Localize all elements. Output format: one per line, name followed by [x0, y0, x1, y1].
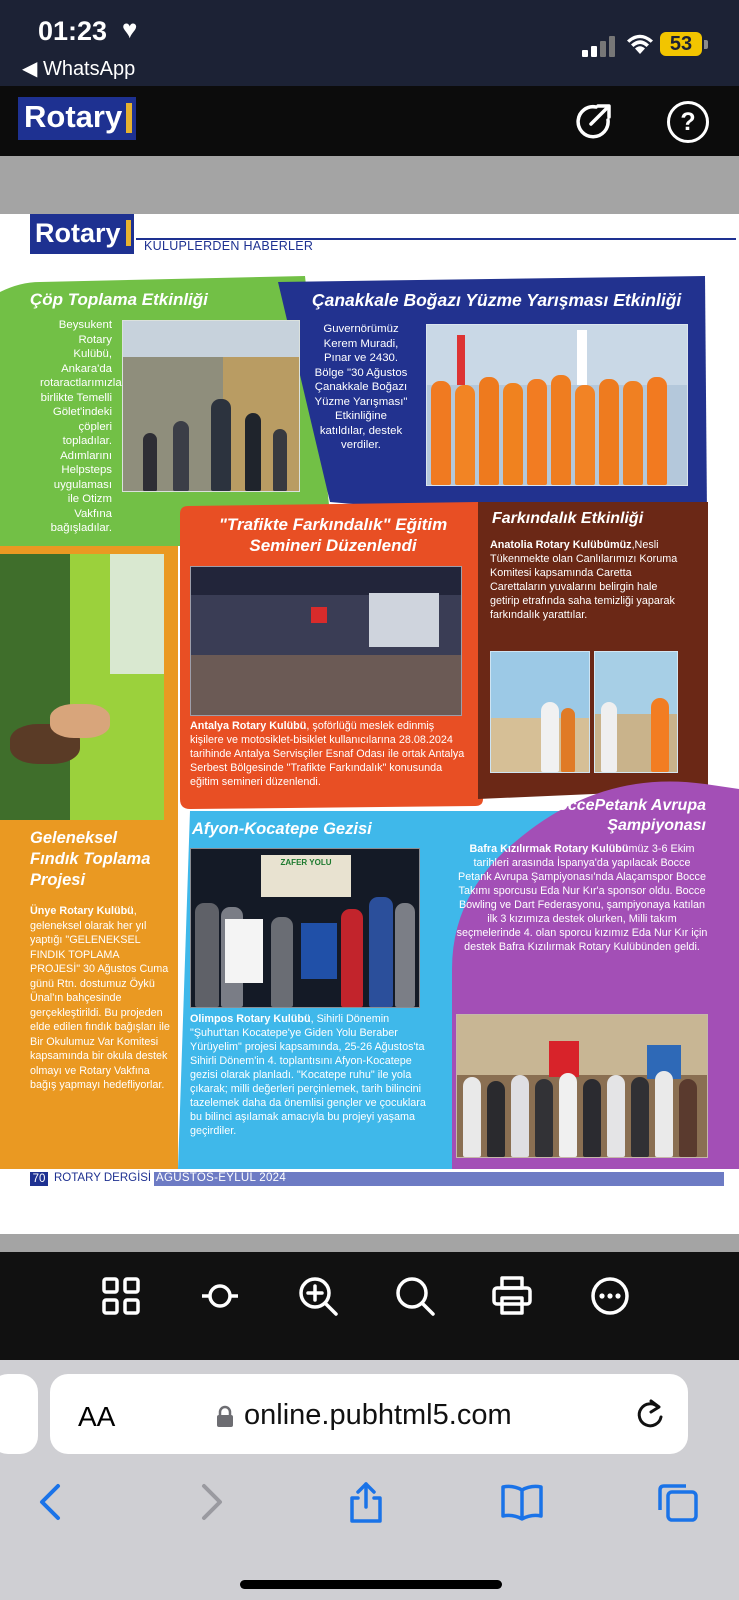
trafik-club: Antalya Rotary Kulübü [190, 720, 307, 732]
signal-icon [582, 35, 618, 57]
farkindalik-club: Anatolia Rotary Kulübümüz [490, 539, 632, 551]
wifi-icon [626, 33, 654, 55]
previous-tab-edge[interactable] [0, 1374, 38, 1454]
back-app-label: WhatsApp [42, 58, 136, 80]
url-text[interactable]: online.pubhtml5.com [244, 1399, 512, 1431]
section-title: KULÜPLERDEN HABERLER [144, 239, 314, 253]
farkindalik-body: ,Nesli Tükenmekte olan Canlılarımızı Koruma Komitesi kapsamında Caretta Carettaların yuvalarını belirgin hale getirip etrafında saha temizliği yaparak farkındalık yarattılar. [490, 539, 678, 621]
status-bar [0, 0, 739, 86]
cop-title: Çöp Toplama Etkinliği [30, 290, 208, 309]
viewer-toolbar [0, 86, 739, 156]
grid-icon[interactable] [99, 1274, 143, 1318]
battery-indicator: 53 [660, 32, 702, 56]
home-indicator [240, 1580, 502, 1589]
findik-club: Ünye Rotary Kulübü [30, 905, 134, 917]
heart-icon: ♥ [122, 14, 138, 44]
back-triangle-icon: ◀ [22, 58, 43, 80]
footer-issue: AĞUSTOS-EYLÜL 2024 [156, 1172, 287, 1184]
afyon-photo [190, 848, 420, 1008]
canakkale-text: Guvernörümüz Kerem Muradi, Pınar ve 2430. Bölge "30 Ağustos Çanakkale Boğazı Yüzme Yarışması" Etkinliğine katıldılar, destek verdiler. [314, 323, 408, 451]
cop-text: Beysukent Rotary Kulübü, Ankara'da rotaractlarımızla birlikte Temelli Gölet'indeki çöpleri topladılar. Adımlarını Helpsteps uygulaması ile Otizm Vakfına bağışladılar. [40, 319, 122, 534]
bookmarks-icon[interactable] [500, 1480, 544, 1524]
findik-title: Geleneksel Fındık Toplama Projesi [30, 829, 151, 889]
page-logo-gold [126, 220, 131, 246]
canakkale-title: Çanakkale Boğazı Yüzme Yarışması Etkinliği [312, 290, 682, 310]
footer-title: ROTARY DERGİSİ [54, 1172, 152, 1184]
trafik-text [190, 719, 470, 789]
zoom-in-icon[interactable] [296, 1274, 340, 1318]
logo-gold-bar [126, 103, 132, 133]
viewer-tools-bar [0, 1252, 739, 1360]
trafik-photo [190, 566, 462, 716]
afyon-text [190, 1012, 440, 1138]
footer-page-number: 70 [30, 1172, 48, 1186]
magazine-page[interactable] [0, 214, 739, 1234]
share-sheet-icon[interactable] [344, 1480, 388, 1524]
cop-photo [122, 320, 300, 492]
farkindalik-title: Farkındalık Etkinliği [492, 510, 644, 527]
back-icon[interactable] [30, 1480, 74, 1524]
logo-text: Rotary [24, 99, 123, 134]
slider-icon[interactable] [198, 1274, 242, 1318]
farkindalik-text [490, 538, 678, 622]
search-icon[interactable] [393, 1274, 437, 1318]
tabs-icon[interactable] [656, 1480, 700, 1524]
farkindalik-photo-2 [594, 651, 678, 773]
back-to-app-link[interactable] [22, 56, 135, 81]
findik-photo [0, 554, 164, 820]
afyon-title: Afyon-Kocatepe Gezisi [192, 820, 372, 838]
bocce-text [456, 842, 708, 954]
farkindalik-photo-1 [490, 651, 590, 773]
findik-text [30, 904, 170, 1093]
bocce-photo [456, 1014, 708, 1158]
rotary-logo [18, 97, 136, 140]
findik-body: , geleneksel olarak her yıl yaptığı "GELENEKSEL FINDIK TOPLAMA PROJESİ" 30 Ağustos Cuma günü Rtn. dostumuz Öykü Ünal'ın bahçesinde gerçekleştirildi. Bu projeden elde edilen fındık bağışları ile Bir Okulumuz Var Komitesi kapsamında bir okula destek olmayı ve Rotary Vakfına bağış yapmayı hedefliyorlar. [30, 905, 170, 1091]
canakkale-photo [426, 324, 688, 486]
trafik-body: , şoförlüğü meslek edinmiş kişilere ve motosiklet-bisiklet kullanıcılarına 28.08.2024 tarihinde Antalya Servisçiler Esnaf Odası ile ortak Antalya Serbest Bölgesinde "Trafikte Farkındalık" konusunda eğitim semineri düzenlendi. [190, 720, 465, 788]
page-rotary-logo [30, 214, 134, 254]
afyon-club: Olimpos Rotary Kulübü [190, 1013, 311, 1025]
battery-tip [704, 40, 708, 49]
more-icon[interactable] [588, 1274, 632, 1318]
bocce-club: Bafra Kızılırmak Rotary Kulübü [469, 843, 629, 855]
help-icon[interactable]: ? [667, 101, 709, 143]
afyon-body: , Sihirli Dönemin "Şuhut'tan Kocatepe'ye Giden Yolu Beraber Yürüyelim" projesi kapsamında, 25-26 Ağustos'ta Sihirli Dönem'in 4. toplantısını Afyon-Kocatepe gezisi olarak planladı. "Kocatepe ruhu" ile yola çıkarak; milli değerleri perçinlemek, tarih bilincini tazelemek daha da önemlisi gençler ve çocuklara bu bilinci aşılamak amacıyla bu projeyi yaşama geçirdiler. [190, 1013, 426, 1137]
clock: 01:23 [38, 16, 108, 46]
share-icon[interactable] [575, 102, 613, 140]
text-size-button[interactable]: AA [78, 1401, 116, 1432]
reload-icon[interactable] [634, 1398, 666, 1432]
print-icon[interactable] [490, 1274, 534, 1318]
afyon-banner: ZAFER YOLU [261, 855, 351, 897]
forward-icon[interactable] [188, 1480, 232, 1524]
bocce-body: müz 3-6 Ekim tarihleri arasında İspanya'da yapılacak Bocce Petank Avrupa Şampiyonası'nda Alaçamspor Bocce Takımı sporcusu Eda Nur Kır'a sponsor oldu. Bocce Bowling ve Dart Federasyonu, şampiyonaya katılan ilk 3 kızımıza destek olurken, Milli takım seçmelerinde 4. olan sporcu kızımız Eda Nur Kır için destek Bafra Kızılırmak Rotary Kulübünden geldi. [456, 843, 708, 953]
trafik-title: "Trafikte Farkındalık" Eğitim Semineri Düzenlendi [218, 515, 448, 555]
page-logo-text: Rotary [35, 218, 121, 248]
lock-icon [214, 1405, 236, 1427]
bocce-title: BoccePetank Avrupa Şampiyonası [546, 797, 706, 834]
